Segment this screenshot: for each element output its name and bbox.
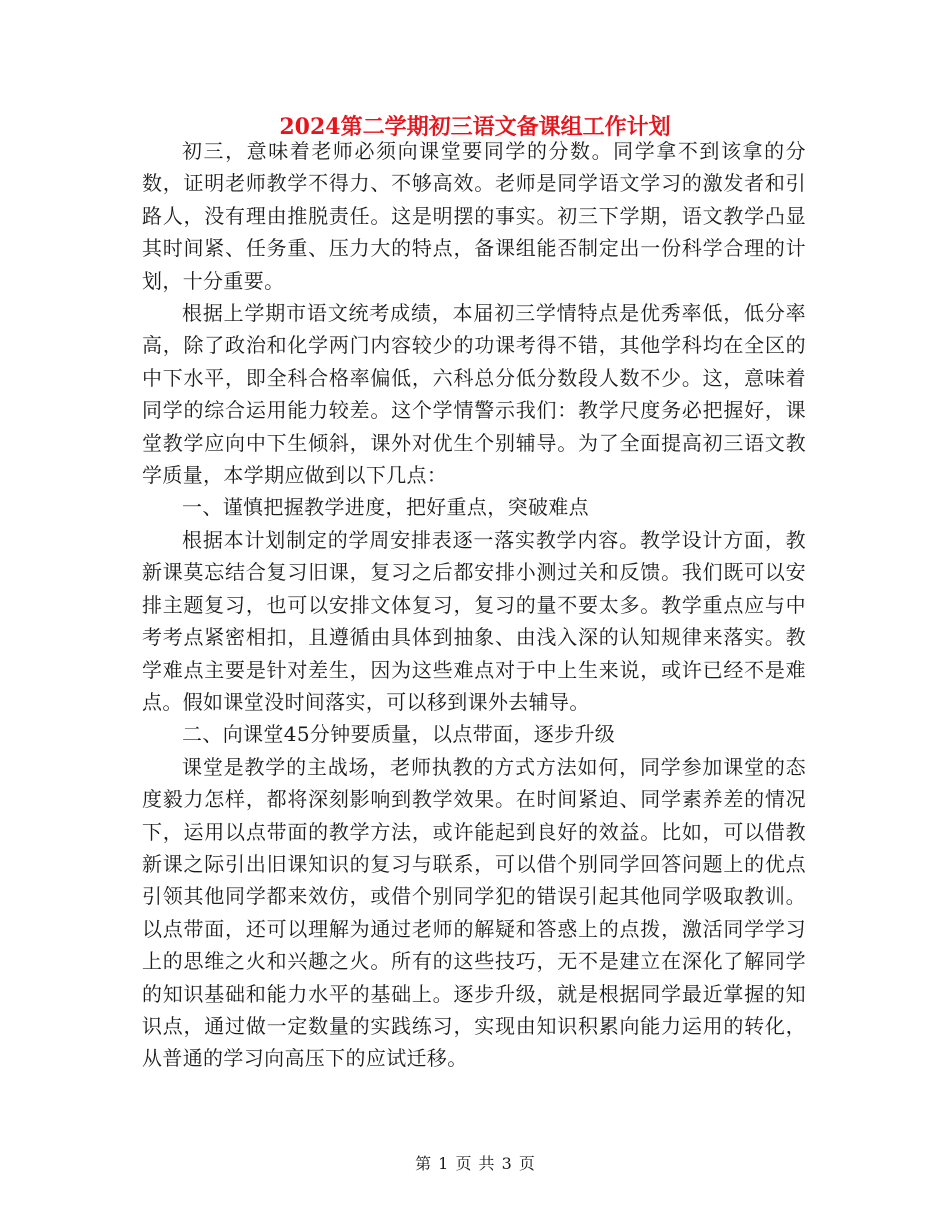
section-heading-2: 二、向课堂45分钟要质量，以点带面，逐步升级 [182, 722, 616, 747]
paragraph-section-2: 课堂是教学的主战场，老师执教的方式方法如何，同学参加课堂的态度毅力怎样，都将深刻影响到教学效果。在时间紧迫、同学素养差的情况下，运用以点带面的教学方法，或许能起到良好的效益。比如，可以借教新课之际引出旧课知识的复习与联系，可以借个别同学回答问题上的优点引领其他同学都来效仿，或借个别同学犯的错误引起其他同学吸取教训。以点带面，还可以理解为通过老师的解疑和答惑上的点拨，激活同学学习上的思维之火和兴趣之火。所有的这些技巧，无不是建立在深化了解同学的知识基础和能力水平的基础上。逐步升级，就是根据同学最近掌握的知识点，通过做一定数量的实践练习，实现由知识积累向能力运用的转化，从普通的学习向高压下的应试迁移。 [142, 754, 806, 1071]
document-body [142, 135, 806, 1075]
paragraph-intro: 初三，意味着老师必须向课堂要同学的分数。同学拿不到该拿的分数，证明老师教学不得力、不够高效。老师是同学语文学习的激发者和引路人，没有理由推脱责任。这是明摆的事实。初三下学期，语文教学凸显其时间紧、任务重、压力大的特点，备课组能否制定出一份科学合理的计划，十分重要。 [142, 139, 806, 293]
document-title: 2024第二学期初三语文备课组工作计划 [279, 114, 671, 140]
section-heading-1: 一、谨慎把握教学进度，把好重点，突破难点 [182, 495, 589, 520]
paragraph-analysis: 根据上学期市语文统考成绩，本届初三学情特点是优秀率低，低分率高，除了政治和化学两门内容较少的功课考得不错，其他学科均在全区的中下水平，即全科合格率偏低，六科总分低分数段人数不少。这，意味着同学的综合运用能力较差。这个学情警示我们：教学尺度务必把握好，课堂教学应向中下生倾斜，课外对优生个别辅导。为了全面提高初三语文教学质量，本学期应做到以下几点： [142, 301, 806, 488]
paragraph-section-1: 根据本计划制定的学周安排表逐一落实教学内容。教学设计方面，教新课莫忘结合复习旧课，复习之后都安排小测过关和反馈。我们既可以安排主题复习，也可以安排文体复习，复习的量不要太多。教学重点应与中考考点紧密相扣，且遵循由具体到抽象、由浅入深的认知规律来落实。教学难点主要是针对差生，因为这些难点对于中上生来说，或许已经不是难点。假如课堂没时间落实，可以移到课外去辅导。 [142, 527, 806, 714]
page-footer: 第 1 页 共 3 页 [415, 1154, 535, 1173]
